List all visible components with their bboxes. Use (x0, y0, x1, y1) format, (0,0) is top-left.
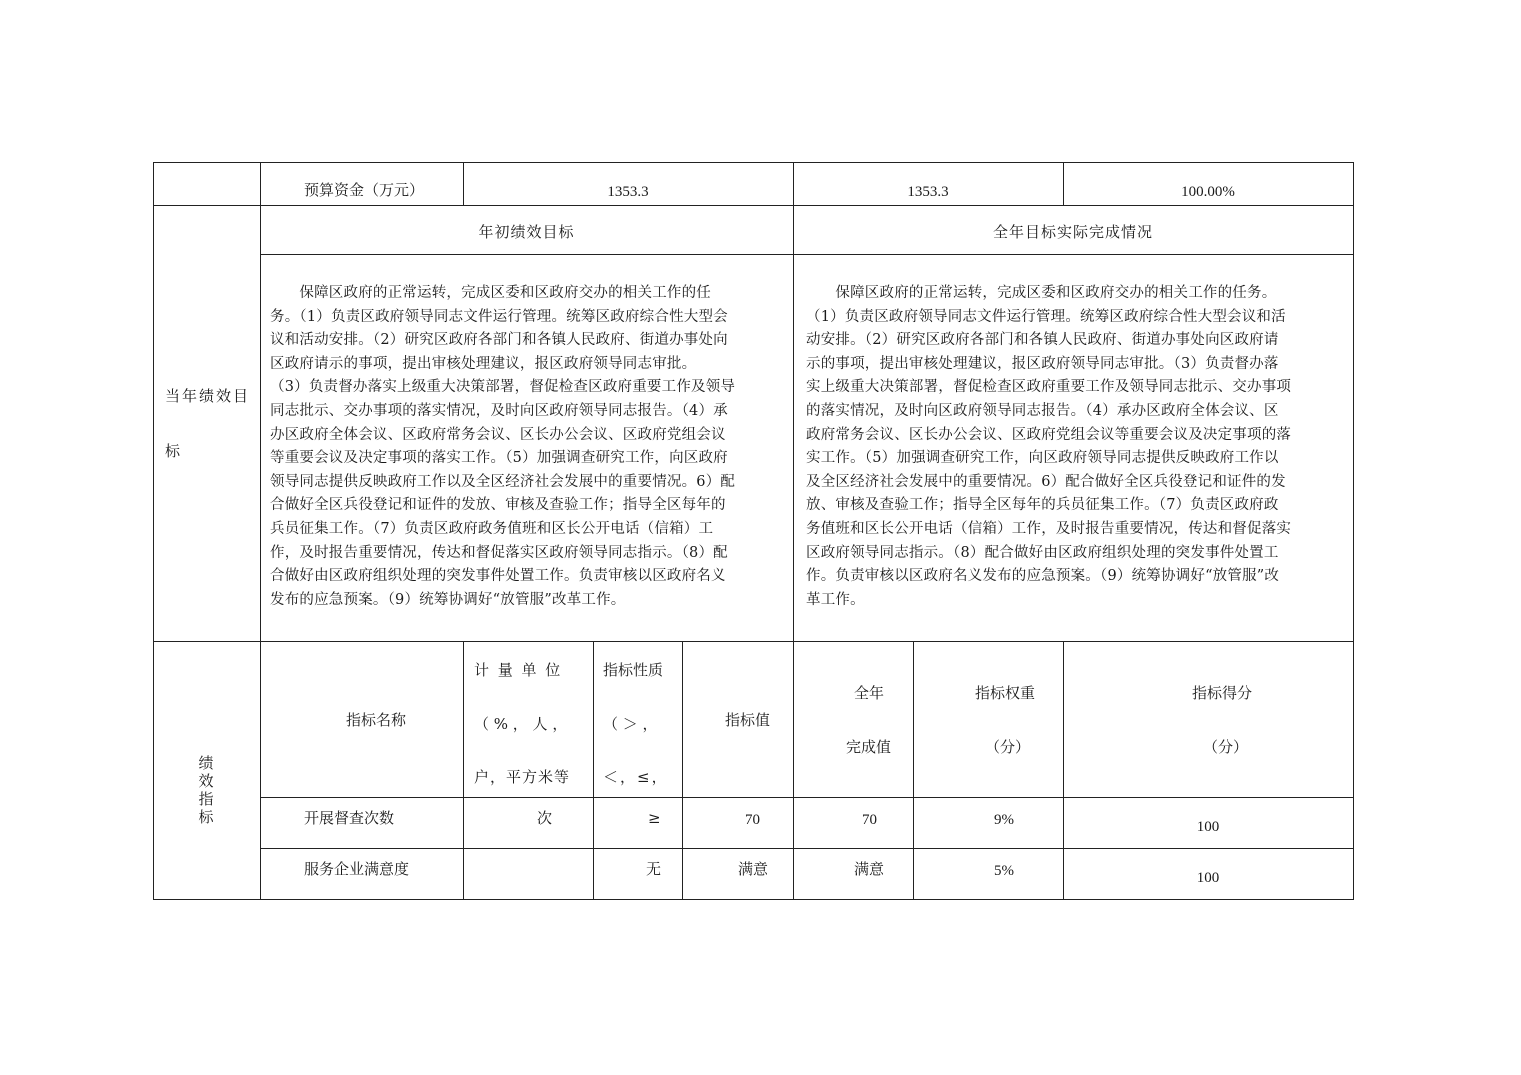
header-weight: 指标权重 (975, 684, 1036, 702)
indicator-nature: ≥ (648, 809, 661, 827)
table-border-left (153, 162, 154, 900)
row-divider (153, 205, 1354, 206)
indicator-nature: 无 (646, 860, 662, 878)
header-nature-line3: ＜，≤， (603, 768, 669, 786)
column-divider (1063, 641, 1064, 900)
indicator-score: 100 (1196, 870, 1220, 886)
initial-goals-header: 年初绩效目标 (478, 223, 575, 241)
header-nature: 指标性质 (603, 661, 664, 679)
header-unit-line2: （ % ， 人 ， (474, 715, 568, 733)
row-divider (260, 254, 1354, 255)
header-weight-line2: （分） (985, 738, 1031, 756)
indicator-target-value: 满意 (738, 860, 769, 878)
goals-row-label: 当年绩效目 (165, 387, 251, 405)
budget-label: 预算资金（万元） (304, 181, 425, 199)
indicator-name: 开展督查次数 (304, 809, 395, 827)
indicator-weight: 5% (994, 863, 1014, 879)
label-char: 标 (198, 808, 214, 826)
budget-execution-rate: 100.00% (1181, 184, 1235, 200)
column-divider (593, 641, 594, 900)
header-nature-line2: （ ＞ ， (603, 715, 658, 733)
header-unit: 计 量 单 位 (474, 661, 563, 679)
goals-row-label-cont: 标 (165, 442, 181, 460)
indicator-score: 100 (1196, 819, 1220, 835)
row-divider (153, 641, 1354, 642)
column-divider (463, 641, 464, 900)
column-divider (793, 162, 794, 900)
column-divider (260, 162, 261, 900)
label-char: 指 (198, 790, 214, 808)
header-score: 指标得分 (1192, 684, 1253, 702)
label-char: 绩 (198, 754, 214, 772)
header-indicator-value: 指标值 (725, 711, 771, 729)
initial-goals-text: 保障区政府的正常运转，完成区委和区政府交办的相关工作的任 务。（1）负责区政府领导同志文件运行管理。统筹区政府综合性大型会 议和活动安排。（2）研究区政府各部门和各镇人民政府、街道办事处向 区政府请示的事项，提出审核处理建议，报区政府领导同志审批。 （3）负责督办落实上级重大决策部署，督促检查区政府重要工作及领导 同志批示、交办事项的落实情况，及时向区政府领导同志报告。（4）承 办区政府全体会议、区政府常务会议、区长办公会议、区政府党组会议 等重要会议及决定事项的落实工作。（5）加强调查研究工作，向区政府 领导同志提供反映政府工作以及全区经济社会发展中的重要情况。6）配 合做好全区兵役登记和证件的发放、审核及查验工作；指导全区每年的 兵员征集工作。（7）负责区政府政务值班和区长公开电话（信箱）工 作，及时报告重要情况，传达和督促落实区政府领导同志指示。（8）配 合做好由区政府组织处理的突发事件处置工作。负责审核以区政府名义 发布的应急预案。（9）统筹协调好“放管服”改革工作。 (270, 285, 736, 608)
row-divider (260, 797, 1354, 798)
indicator-unit: 次 (537, 809, 553, 827)
header-completion: 全年 (854, 684, 885, 702)
budget-actual-value: 1353.3 (907, 184, 949, 200)
indicator-name: 服务企业满意度 (304, 860, 410, 878)
header-indicator-name: 指标名称 (346, 711, 407, 729)
column-divider (682, 641, 683, 900)
indicator-weight: 9% (994, 812, 1014, 828)
header-unit-line3: 户，平方米等 (474, 768, 571, 786)
indicator-completion-value: 满意 (854, 860, 885, 878)
header-score-line2: （分） (1203, 738, 1249, 756)
actual-completion-header: 全年目标实际完成情况 (992, 223, 1153, 241)
row-divider (260, 848, 1354, 849)
indicator-completion-value: 70 (862, 812, 877, 828)
table-border-bottom (153, 899, 1354, 900)
table-border-top (153, 162, 1354, 163)
column-divider (913, 641, 914, 900)
label-char: 效 (198, 772, 214, 790)
indicators-row-label (196, 754, 216, 826)
header-completion-line2: 完成值 (846, 738, 892, 756)
actual-completion-text: 保障区政府的正常运转，完成区委和区政府交办的相关工作的任务。 （1）负责区政府领导同志文件运行管理。统筹区政府综合性大型会议和活 动安排。（2）研究区政府各部门和各镇人民政府、街道办事处向区政府请 示的事项，提出审核处理建议，报区政府领导同志审批。（3）负责督办落 实上级重大决策部署，督促检查区政府重要工作及领导同志批示、交办事项 的落实情况，及时向区政府领导同志报告。（4）承办区政府全体会议、区 政府常务会议、区长办公会议、区政府党组会议等重要会议及决定事项的落 实工作。（5）加强调查研究工作，向区政府领导同志提供反映政府工作以 及全区经济社会发展中的重要情况。6）配合做好全区兵役登记和证件的发 放、审核及查验工作；指导全区每年的兵员征集工作。（7）负责区政府政 务值班和区长公开电话（信箱）工作，及时报告重要情况，传达和督促落实 区政府领导同志指示。（8）配合做好由区政府组织处理的突发事件处置工 作。负责审核以区政府名义发布的应急预案。（9）统筹协调好“放管服”改 革工作。 (806, 285, 1292, 608)
table-border-right (1353, 162, 1354, 900)
budget-planned-value: 1353.3 (607, 184, 649, 200)
indicator-target-value: 70 (745, 812, 760, 828)
